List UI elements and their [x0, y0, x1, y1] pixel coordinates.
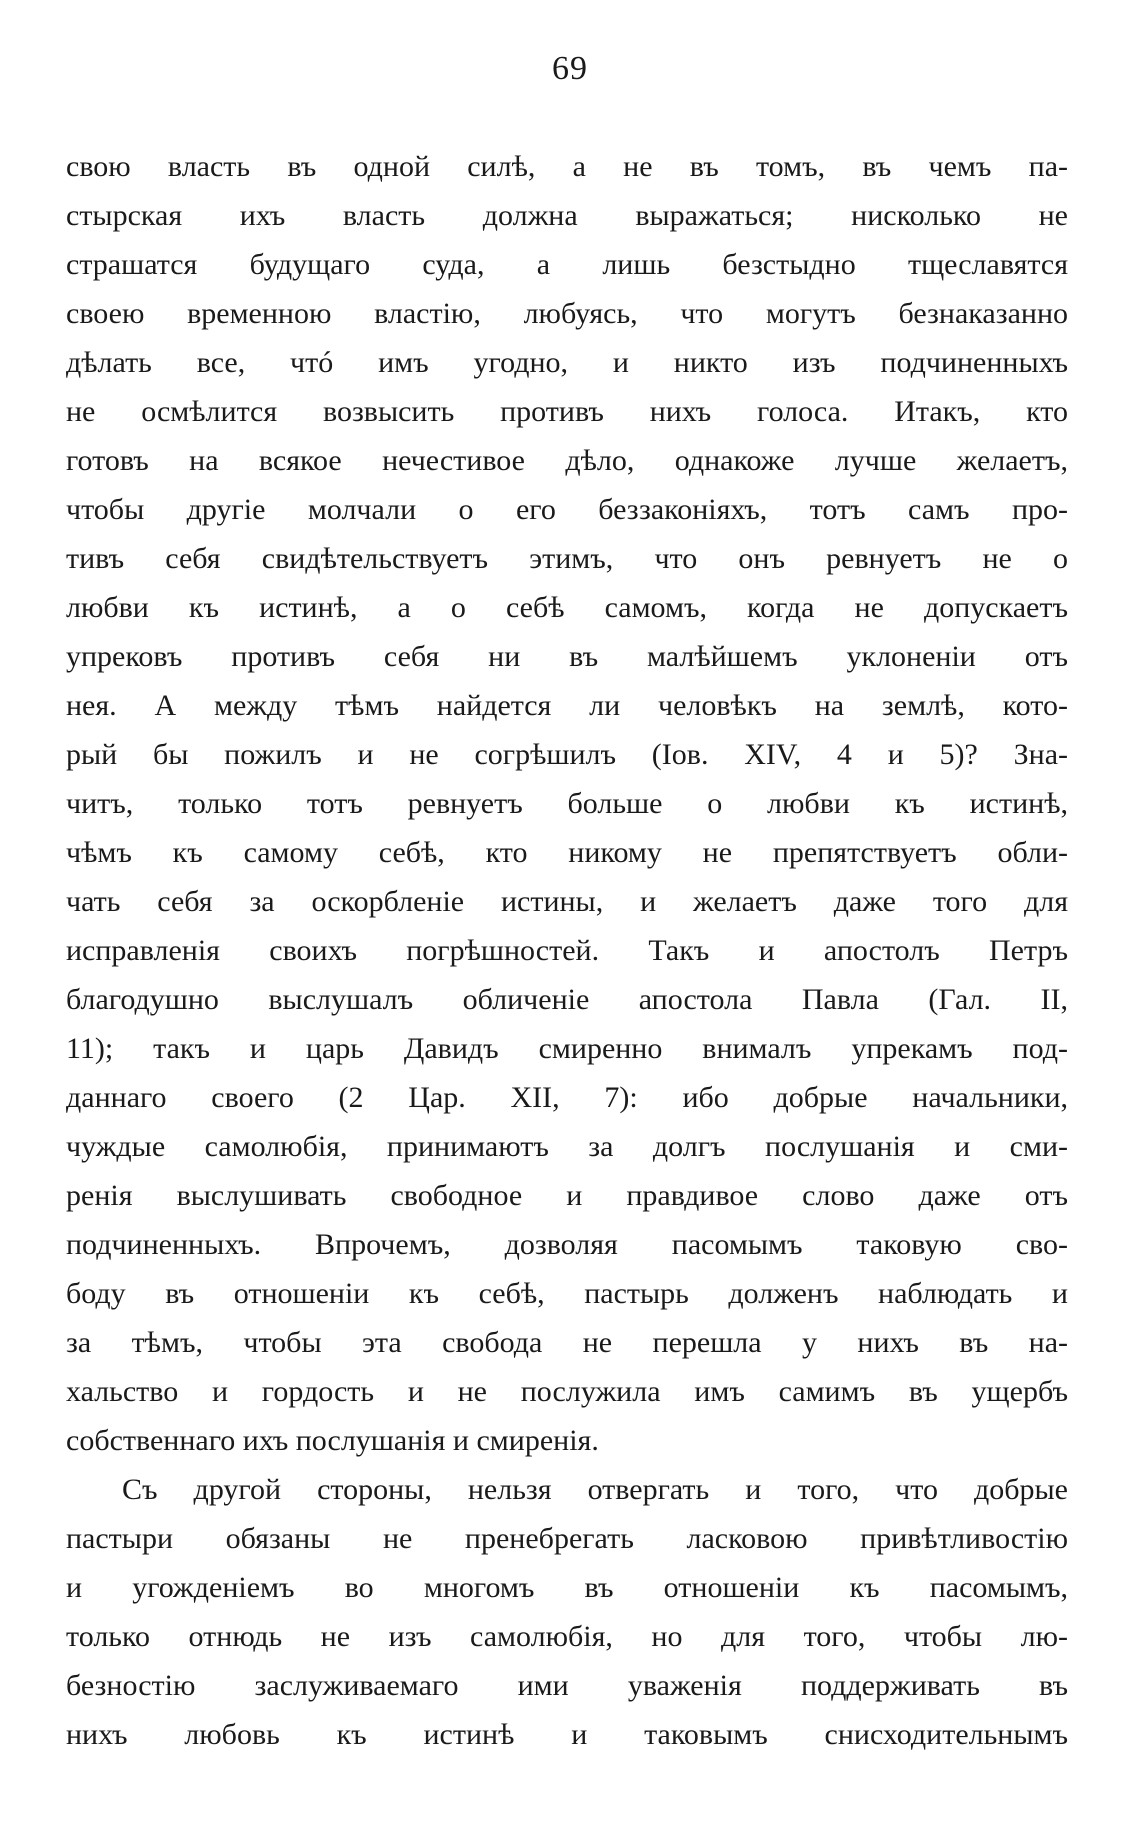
text-line: безностiю заслуживаемаго ими уваженiя поддерживать въ: [66, 1669, 1068, 1702]
text-line: стырская ихъ власть должна выражаться; нисколько не: [66, 199, 1068, 232]
page-number: 69: [552, 50, 588, 87]
text-line: не осмѣлится возвысить противъ нихъ голоса. Итакъ, кто: [66, 395, 1068, 428]
text-line: и угожденiемъ во многомъ въ отношенiи къ пасомымъ,: [66, 1571, 1068, 1604]
text-line: рый бы пожилъ и не согрѣшилъ (Iов. XIV, 4 и 5)? Зна-: [66, 738, 1068, 771]
text-line: собственнаго ихъ послушанiя и смиренiя.: [66, 1424, 599, 1457]
paragraph-1: [66, 142, 1068, 1465]
text-line: боду въ отношенiи къ себѣ, пастырь долженъ наблюдать и: [66, 1277, 1068, 1310]
text-line: благодушно выслушалъ обличенiе апостола Павла (Гал. II,: [66, 983, 1068, 1016]
body-text: [66, 142, 1068, 1759]
text-line: чтобы другiе молчали о его беззаконiяхъ, тотъ самъ про-: [66, 493, 1068, 526]
paragraph-2: [66, 1465, 1068, 1759]
text-line: любви къ истинѣ, а о себѣ самомъ, когда не допускаетъ: [66, 591, 1068, 624]
text-line: исправленiя своихъ погрѣшностей. Такъ и апостолъ Петръ: [66, 934, 1068, 967]
text-line: нея. А между тѣмъ найдется ли человѣкъ на землѣ, кото-: [66, 689, 1068, 722]
text-line: ренiя выслушивать свободное и правдивое слово даже отъ: [66, 1179, 1068, 1212]
text-line: даннаго своего (2 Цар. XII, 7): ибо добрые начальники,: [66, 1081, 1068, 1114]
text-line: 11); такъ и царь Давидъ смиренно внималъ упрекамъ под-: [66, 1032, 1068, 1065]
text-line: упрековъ противъ себя ни въ малѣйшемъ уклоненiи отъ: [66, 640, 1068, 673]
text-line: читъ, только тотъ ревнуетъ больше о любви къ истинѣ,: [66, 787, 1068, 820]
text-line: чѣмъ къ самому себѣ, кто никому не препятствуетъ обли-: [66, 836, 1068, 869]
text-line: чуждые самолюбiя, принимаютъ за долгъ послушанiя и сми-: [66, 1130, 1068, 1163]
text-line: Съ другой стороны, нельзя отвергать и того, что добрые: [122, 1473, 1068, 1506]
text-line: тивъ себя свидѣтельствуетъ этимъ, что онъ ревнуетъ не о: [66, 542, 1068, 575]
text-line: подчиненныхъ. Впрочемъ, дозволяя пасомымъ таковую сво-: [66, 1228, 1068, 1261]
text-line: нихъ любовь къ истинѣ и таковымъ снисходительнымъ: [66, 1718, 1068, 1751]
text-line: хальство и гордость и не послужила имъ самимъ въ ущербъ: [66, 1375, 1068, 1408]
text-line: пастыри обязаны не пренебрегать ласковою привѣтливостiю: [66, 1522, 1068, 1555]
text-line: страшатся будущаго суда, а лишь безстыдно тщеславятся: [66, 248, 1068, 281]
text-line: своею временною властiю, любуясь, что могутъ безнаказанно: [66, 297, 1068, 330]
text-line: готовъ на всякое нечестивое дѣло, однакоже лучше желаетъ,: [66, 444, 1068, 477]
text-line: за тѣмъ, чтобы эта свобода не перешла у нихъ въ на-: [66, 1326, 1068, 1359]
text-line: чать себя за оскорбленiе истины, и желаетъ даже того для: [66, 885, 1068, 918]
text-line: свою власть въ одной силѣ, а не въ томъ, въ чемъ па-: [66, 150, 1068, 183]
text-line: дѣлать все, чтó имъ угодно, и никто изъ подчиненныхъ: [66, 346, 1068, 379]
text-line: только отнюдь не изъ самолюбiя, но для того, чтобы лю-: [66, 1620, 1068, 1653]
